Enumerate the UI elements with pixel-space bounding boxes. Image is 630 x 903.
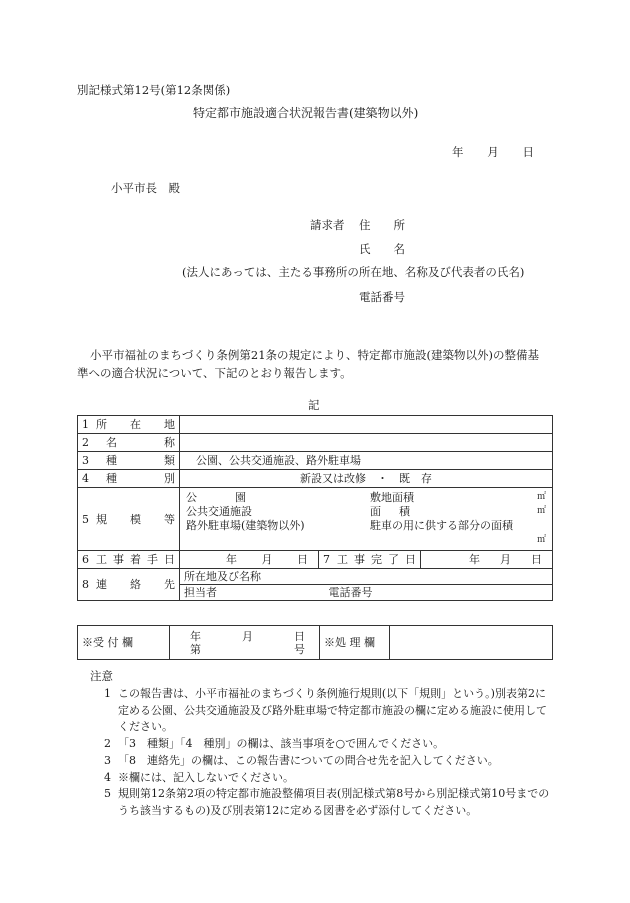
body-line-1: 小平市福祉のまちづくり条例第21条の規定により、特定都市施設(建築物以外)の整備基 [90, 348, 539, 362]
note-3: 3 「8 連絡先」の欄は、この報告書についての問合せ先を記入してください。 [104, 754, 499, 767]
addressee: 小平市長 殿 [111, 181, 180, 195]
requester-role: 請求者 [310, 218, 345, 232]
contact-phone-label: 電話番号 [328, 586, 373, 599]
label-cell: 6 工 事 着 手 日 [78, 551, 180, 569]
label-cell: 7 工 事 完 了 日 [319, 551, 421, 569]
report-date [452, 145, 534, 159]
type-value: 公園、公共交通施設、路外駐車場 [180, 452, 553, 470]
address-label: 住 所 [359, 218, 405, 232]
phone-label: 電話番号 [359, 290, 405, 304]
label-cell: 5 規 模 等 [78, 488, 180, 551]
processing-value[interactable] [390, 626, 553, 660]
body-line-2: 準への適合状況について、下記のとおり報告します。 [77, 366, 352, 380]
contact-address-name[interactable]: 所在地及び名称 [180, 569, 553, 585]
name-label: 氏 名 [359, 242, 405, 256]
area-label: 面 積 [370, 505, 410, 518]
unit-sqm: ㎡ [536, 492, 546, 502]
notes-title: 注意 [90, 669, 113, 683]
row-type [78, 452, 553, 470]
label-cell: 8 連 絡 先 [78, 569, 180, 601]
label-cell: 4 種 別 [78, 470, 180, 488]
page-title: 特定都市施設適合状況報告書(建築物以外) [193, 106, 419, 120]
start-date-value[interactable]: 年 月 日 [180, 551, 319, 569]
park-label: 公 園 [186, 491, 246, 504]
row-category [78, 470, 553, 488]
parking-label: 路外駐車場(建築物以外) [186, 519, 305, 532]
site-area-label: 敷地面積 [370, 491, 414, 504]
note-2: 2 「3 種類」「4 種別」の欄は、該当事項を○で囲んでください。 [104, 737, 445, 750]
scale-cell [180, 488, 553, 551]
row-dates [78, 551, 553, 569]
transit-label: 公共交通施設 [186, 505, 252, 518]
row-scale [78, 488, 553, 551]
report-table [77, 415, 553, 601]
corporate-note: (法人にあっては、主たる事務所の所在地、名称及び代表者の氏名) [182, 265, 525, 279]
note-4: 4 ※欄には、記入しないでください。 [104, 771, 294, 784]
date-month: 月 [487, 145, 499, 159]
location-value[interactable] [180, 416, 553, 434]
unit-sqm: ㎡ [536, 506, 546, 516]
unit-sqm: ㎡ [536, 535, 546, 545]
note-5: 5 規則第12条第2項の特定都市施設整備項目表(別記様式第8号から別記様式第10号までのうち該当するもの)及び別表第12に定める図書を必ず添付してください。 [104, 787, 550, 817]
row-name [78, 434, 553, 452]
form-number: 別記様式第12号(第12条関係) [77, 83, 231, 97]
contact-person-phone[interactable] [180, 585, 553, 601]
row-location [78, 416, 553, 434]
name-value[interactable] [180, 434, 553, 452]
parking-area-label: 駐車の用に供する部分の面積 [370, 519, 513, 532]
label-cell: 1 所 在 地 [78, 416, 180, 434]
end-date-value[interactable]: 年 月 日 [421, 551, 553, 569]
contact-person-label: 担当者 [184, 586, 217, 599]
date-day: 日 [522, 145, 534, 159]
receipt-table [77, 625, 553, 660]
row-contact-1 [78, 569, 553, 585]
date-year: 年 [452, 145, 464, 159]
ki-heading: 記 [308, 398, 320, 412]
category-value: 新設又は改修 ・ 既 存 [180, 470, 553, 488]
label-cell: 2 名 称 [78, 434, 180, 452]
note-1: 1 この報告書は、小平市福祉のまちづくり条例施行規則(以下「規則」という。)別表第2に定める公園、公共交通施設及び路外駐車場で特定都市施設の欄に定める施設に使用してください。 [104, 687, 547, 733]
receipt-value[interactable]: 年 月 日 第 号 [170, 626, 320, 660]
label-cell: 3 種 類 [78, 452, 180, 470]
processing-label: ※処 理 欄 [320, 626, 390, 660]
receipt-label: ※受 付 欄 [78, 626, 170, 660]
